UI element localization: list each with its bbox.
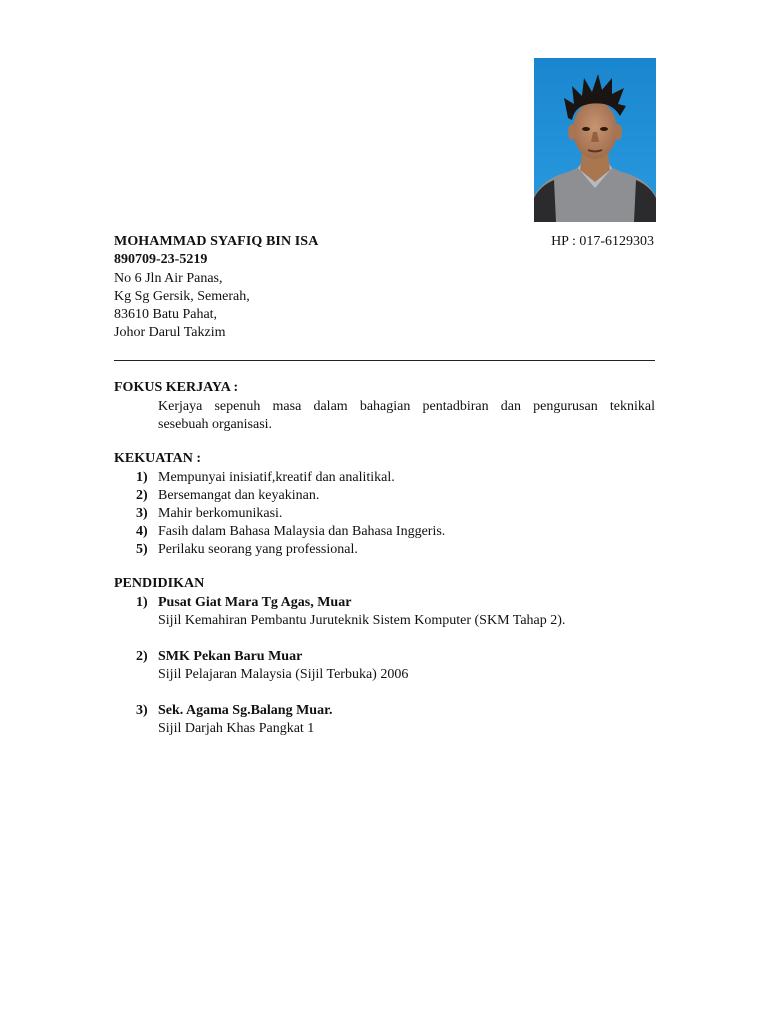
list-number: 2) — [136, 649, 148, 664]
address-line: Kg Sg Gersik, Semerah, — [114, 289, 250, 304]
career-focus-text — [158, 398, 655, 434]
divider-line — [114, 360, 655, 361]
list-number: 1) — [136, 595, 148, 610]
list-item — [114, 469, 445, 487]
list-text: Fasih dalam Bahasa Malaysia dan Bahasa Inggeris. — [158, 524, 446, 539]
section-title-strengths: KEKUATAN : — [114, 451, 201, 466]
qualification: Sijil Pelajaran Malaysia (Sijil Terbuka) 2006 — [158, 667, 409, 682]
school-name: Pusat Giat Mara Tg Agas, Muar — [158, 595, 352, 610]
education-school — [136, 702, 333, 720]
education-item — [136, 594, 565, 630]
list-number: 1) — [136, 470, 148, 485]
list-number: 5) — [136, 542, 148, 557]
address-line: No 6 Jln Air Panas, — [114, 271, 223, 286]
list-item — [114, 487, 445, 505]
candidate-name: MOHAMMAD SYAFIQ BIN ISA — [114, 234, 319, 249]
school-name: Sek. Agama Sg.Balang Muar. — [158, 703, 333, 718]
qualification: Sijil Darjah Khas Pangkat 1 — [158, 721, 315, 736]
section-title-education: PENDIDIKAN — [114, 576, 205, 591]
section-title-career-focus: FOKUS KERJAYA : — [114, 380, 239, 395]
career-focus-line: Kerjaya sepenuh masa dalam bahagian pentadbiran dan pengurusan teknikal — [158, 399, 655, 414]
list-number: 2) — [136, 488, 148, 503]
list-text: Mempunyai inisiatif,kreatif dan analitikal. — [158, 470, 395, 485]
list-item — [114, 523, 445, 541]
education-item — [136, 648, 408, 684]
list-item — [114, 505, 445, 523]
list-text: Mahir berkomunikasi. — [158, 506, 283, 521]
strengths-list — [114, 469, 445, 559]
ic-number: 890709-23-5219 — [114, 252, 208, 267]
qualification: Sijil Kemahiran Pembantu Juruteknik Sistem Komputer (SKM Tahap 2). — [158, 613, 566, 628]
education-item — [136, 702, 333, 738]
profile-photo — [534, 58, 656, 222]
address-line: 83610 Batu Pahat, — [114, 307, 218, 322]
list-number: 3) — [136, 506, 148, 521]
education-school — [136, 594, 565, 612]
career-focus-line: sesebuah organisasi. — [158, 417, 273, 432]
school-name: SMK Pekan Baru Muar — [158, 649, 303, 664]
list-number: 3) — [136, 703, 148, 718]
address-line: Johor Darul Takzim — [114, 325, 226, 340]
education-school — [136, 648, 408, 666]
list-text: Perilaku seorang yang professional. — [158, 542, 358, 557]
address-block — [114, 270, 250, 342]
list-text: Bersemangat dan keyakinan. — [158, 488, 320, 503]
phone-number: HP : 017-6129303 — [551, 234, 654, 249]
list-number: 4) — [136, 524, 148, 539]
list-item — [114, 541, 445, 559]
